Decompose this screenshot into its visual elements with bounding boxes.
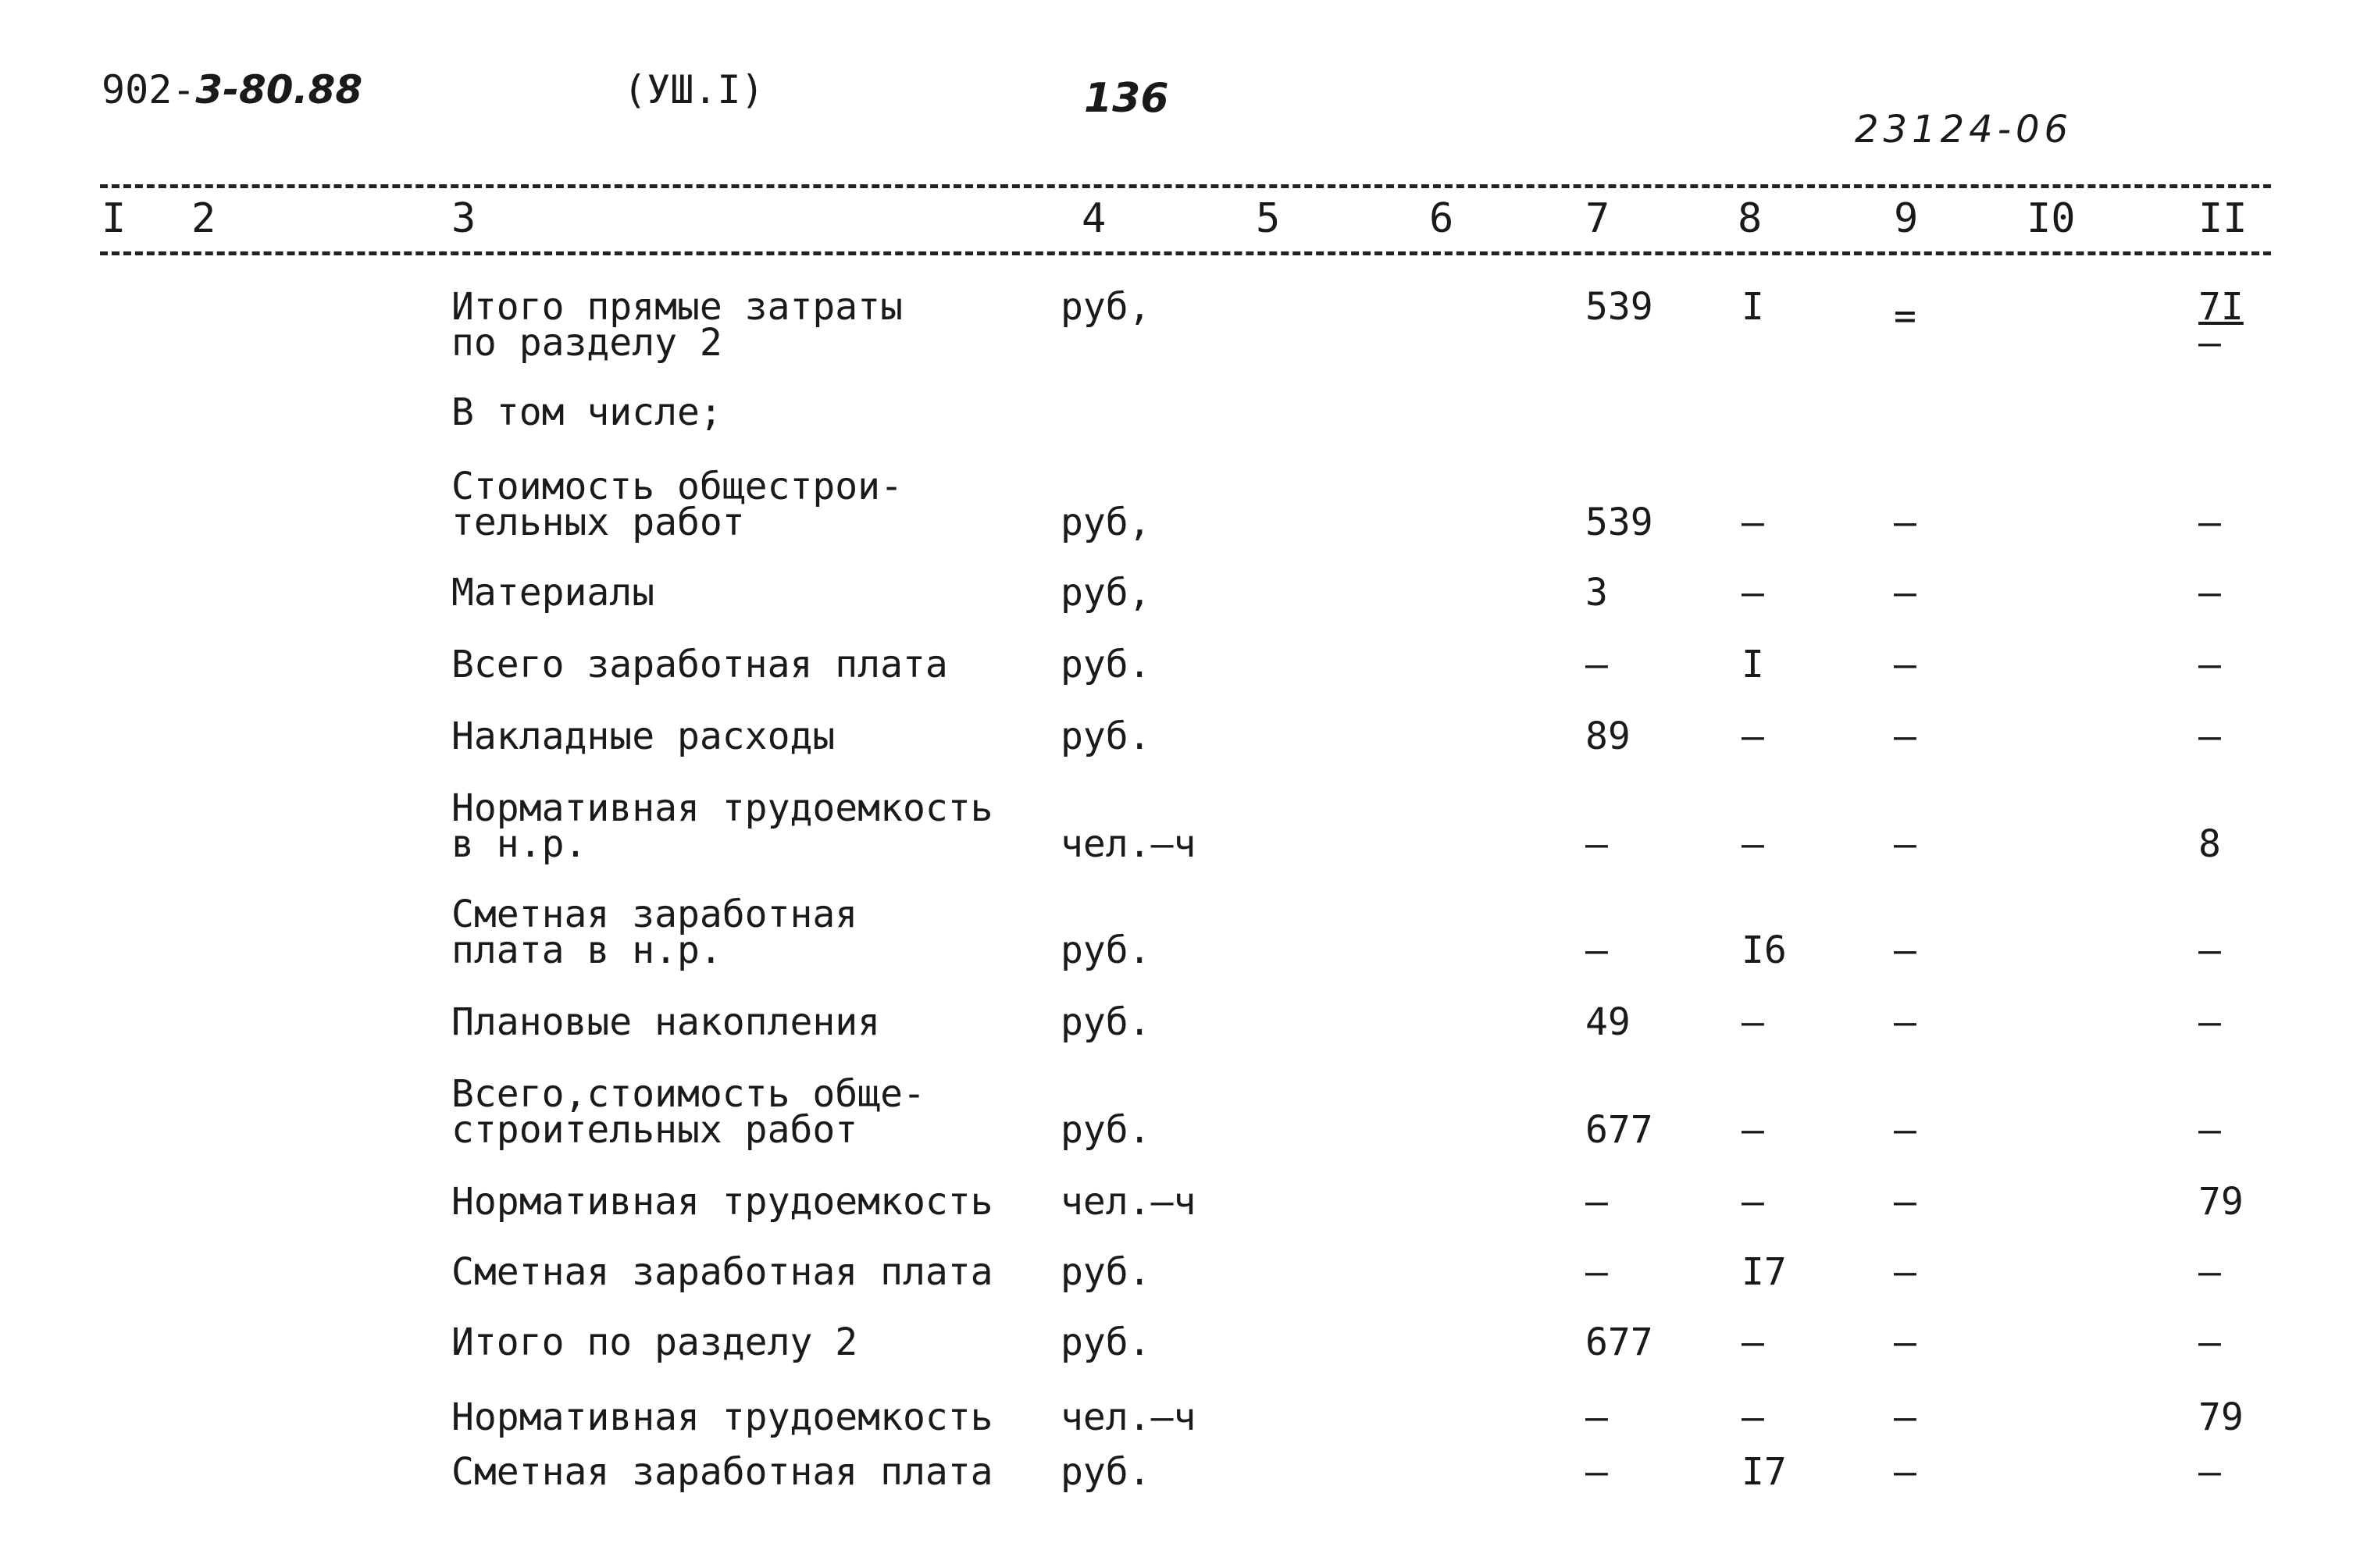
item-name: Нормативная трудоемкость в н.р. — [451, 786, 993, 866]
unit-cell: руб. — [1061, 928, 1151, 972]
value-col7: 89 — [1585, 715, 1631, 758]
value-col9: – — [1894, 1250, 1916, 1294]
unit-cell: руб. — [1061, 715, 1151, 758]
page-number: 136 — [1084, 75, 1169, 122]
value-col7: – — [1585, 1395, 1608, 1439]
value-col11: 79 — [2198, 1180, 2244, 1224]
item-name: Итого прямые затраты по разделу 2 — [451, 285, 903, 365]
item-name: В том числе; — [451, 390, 722, 434]
value-col8: – — [1742, 1000, 1764, 1044]
value-col7: – — [1585, 822, 1608, 866]
value-col9: – — [1894, 822, 1916, 866]
column-number: 8 — [1738, 195, 1763, 242]
value-col8: I7 — [1742, 1250, 1787, 1294]
document-number — [102, 67, 362, 112]
value-col7: 49 — [1585, 1000, 1631, 1044]
document-series: 3-80.88 — [195, 67, 363, 112]
column-number: I — [102, 195, 127, 242]
value-col9: – — [1894, 571, 1916, 615]
unit-cell: чел.–ч — [1061, 822, 1196, 866]
value-col11: – — [2198, 571, 2221, 615]
unit-cell: руб. — [1061, 1320, 1151, 1364]
value-col9: – — [1894, 501, 1916, 544]
value-col8: I6 — [1742, 928, 1787, 972]
value-col8: – — [1742, 822, 1764, 866]
value-col11: – — [2198, 1108, 2221, 1152]
value-col9: – — [1894, 1000, 1916, 1044]
unit-cell: руб, — [1061, 285, 1151, 329]
unit-cell: чел.–ч — [1061, 1180, 1196, 1224]
value-col8: I — [1742, 643, 1764, 686]
inventory-number: 23124-06 — [1855, 108, 2073, 151]
value-col11: – — [2198, 1320, 2221, 1364]
value-col7: 539 — [1585, 501, 1653, 544]
value-col9: – — [1894, 643, 1916, 686]
column-number: 5 — [1256, 195, 1281, 242]
value-col7: 3 — [1585, 571, 1608, 615]
item-name: Всего,стоимость обще- строительных работ — [451, 1072, 925, 1152]
unit-cell: руб, — [1061, 501, 1151, 544]
value-col8: – — [1742, 1180, 1764, 1224]
value-col9: – — [1894, 1180, 1916, 1224]
document-prefix: 902- — [102, 67, 196, 112]
value-col8: I7 — [1742, 1450, 1787, 1494]
value-col11: – — [2198, 1450, 2221, 1494]
column-number: 9 — [1894, 195, 1919, 242]
item-name: Всего заработная плата — [451, 643, 948, 686]
item-name: Нормативная трудоемкость — [451, 1180, 993, 1224]
value-col7: – — [1585, 1250, 1608, 1294]
value-col9: – — [1894, 1450, 1916, 1494]
value-col11: 7I — [2198, 285, 2244, 329]
value-col9: – — [1894, 928, 1916, 972]
header-rule-top — [100, 184, 2271, 188]
unit-cell: чел.–ч — [1061, 1395, 1196, 1439]
value-col9: – — [1894, 715, 1916, 758]
value-col8: – — [1742, 1108, 1764, 1152]
value-col9: – — [1894, 1108, 1916, 1152]
column-number: 6 — [1429, 195, 1454, 242]
unit-cell: руб. — [1061, 1250, 1151, 1294]
column-number: 2 — [191, 195, 216, 242]
column-number: II — [2198, 195, 2248, 242]
value-col8: – — [1742, 571, 1764, 615]
value-col8: – — [1742, 501, 1764, 544]
value-col7: – — [1585, 643, 1608, 686]
value-col11: – — [2198, 715, 2221, 758]
value-col7: – — [1585, 1450, 1608, 1494]
value-col11: – — [2198, 928, 2221, 972]
item-name: Стоимость общестрои- тельных работ — [451, 465, 903, 544]
value-col11-sub: – — [2198, 321, 2221, 365]
value-col11: 8 — [2198, 822, 2221, 866]
value-col9: = — [1894, 294, 1916, 338]
value-col11: 79 — [2198, 1395, 2244, 1439]
value-col11: – — [2198, 1250, 2221, 1294]
unit-cell: руб. — [1061, 1108, 1151, 1152]
header-rule-bottom — [100, 251, 2271, 255]
item-name: Сметная заработная плата — [451, 1250, 993, 1294]
value-col8: I — [1742, 285, 1764, 329]
value-col7: – — [1585, 1180, 1608, 1224]
column-number: 3 — [451, 195, 476, 242]
unit-cell: руб. — [1061, 643, 1151, 686]
item-name: Материалы — [451, 571, 655, 615]
column-number: 4 — [1082, 195, 1107, 242]
value-col9: – — [1894, 1395, 1916, 1439]
unit-cell: руб, — [1061, 571, 1151, 615]
value-col9: – — [1894, 1320, 1916, 1364]
album-label: (УШ.I) — [623, 67, 765, 112]
value-col11: – — [2198, 501, 2221, 544]
value-col11: – — [2198, 1000, 2221, 1044]
value-col8: – — [1742, 1320, 1764, 1364]
unit-cell: руб. — [1061, 1450, 1151, 1494]
column-number: 7 — [1585, 195, 1610, 242]
item-name: Итого по разделу 2 — [451, 1320, 858, 1364]
value-col7: 677 — [1585, 1320, 1653, 1364]
value-col11: – — [2198, 643, 2221, 686]
value-col8: – — [1742, 715, 1764, 758]
column-number: I0 — [2027, 195, 2076, 242]
item-name: Сметная заработная плата — [451, 1450, 993, 1494]
item-name: Плановые накопления — [451, 1000, 881, 1044]
value-col7: – — [1585, 928, 1608, 972]
value-col8: – — [1742, 1395, 1764, 1439]
value-col7: 539 — [1585, 285, 1653, 329]
value-col7: 677 — [1585, 1108, 1653, 1152]
item-name: Сметная заработная плата в н.р. — [451, 893, 858, 972]
item-name: Нормативная трудоемкость — [451, 1395, 993, 1439]
item-name: Накладные расходы — [451, 715, 836, 758]
unit-cell: руб. — [1061, 1000, 1151, 1044]
